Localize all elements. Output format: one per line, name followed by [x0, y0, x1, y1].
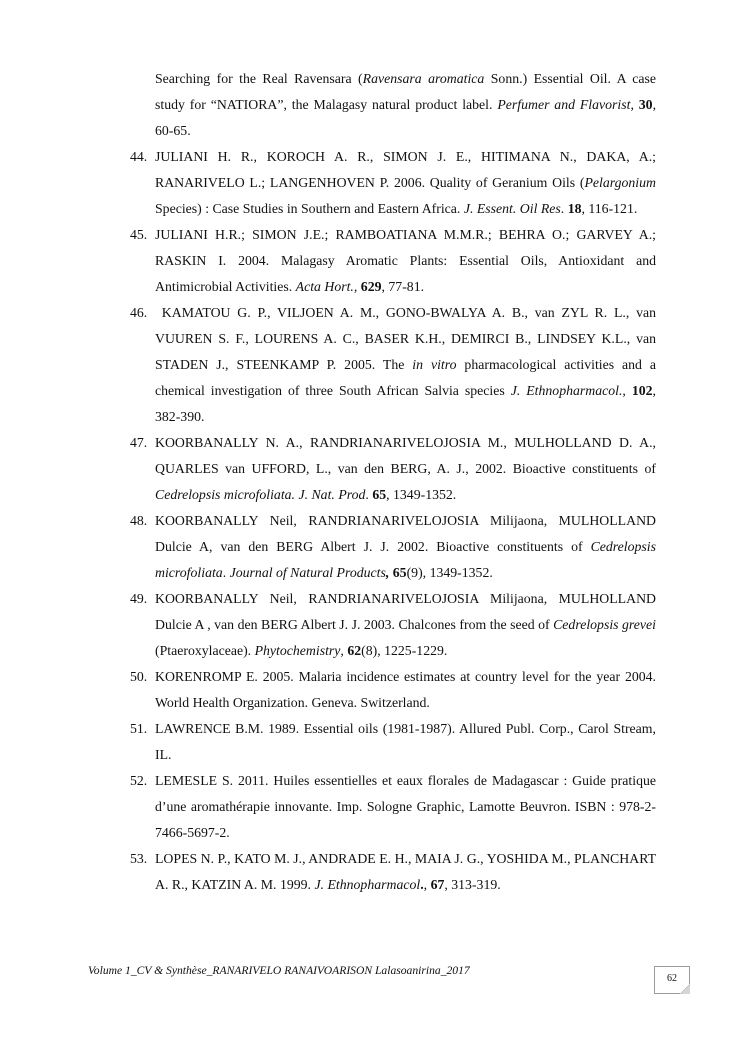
page-footer: Volume 1_CV & Synthèse_RANARIVELO RANAIVOARISON Lalasoanirina_2017: [88, 964, 470, 977]
reference-segment: .: [420, 877, 424, 892]
reference-item: [130, 846, 656, 898]
reference-segment: Phytochemistry: [254, 643, 341, 658]
reference-segment: Cedrelopsis grevei: [553, 617, 656, 632]
reference-number: 47.: [130, 435, 148, 450]
reference-item: [130, 222, 656, 300]
reference-segment: pharmacological activities and a chemical investigation of three South African Salvia species: [155, 357, 657, 398]
reference-segment: Journal of Natural Products: [229, 565, 386, 580]
reference-segment: Cedrelopsis microfoliata: [155, 539, 656, 580]
reference-segment: , 382-390.: [155, 383, 656, 424]
reference-segment: Species) : Case Studies in Southern and Eastern Africa.: [155, 201, 464, 216]
reference-segment: JULIANI H. R., KOROCH A. R., SIMON J. E., HITIMANA N., DAKA, A.; RANARIVELO L.; LANGENHOVEN P. 2006. Quality of Geranium Oils (: [155, 149, 656, 190]
reference-segment: 65: [392, 565, 407, 580]
reference-segment: 102: [631, 383, 653, 398]
reference-text: [155, 66, 656, 144]
reference-item: [130, 664, 656, 716]
reference-item: [130, 144, 656, 222]
reference-segment: Acta Hort.,: [295, 279, 358, 294]
reference-segment: 629: [360, 279, 382, 294]
reference-list: [130, 66, 656, 898]
reference-segment: , 116-121.: [581, 201, 638, 216]
reference-number: 46.: [130, 305, 148, 320]
reference-segment: ,: [423, 877, 431, 892]
reference-number: 45.: [130, 227, 148, 242]
reference-segment: LEMESLE S. 2011. Huiles essentielles et eaux florales de Madagascar : Guide pratique d’une aromathérapie innovante. Imp. Sologne Graphic, Lamotte Beuvron. ISBN : 978-2-7466-5697-2.: [155, 773, 656, 840]
reference-item: [130, 66, 656, 144]
reference-segment: Cedrelopsis microfoliata. J. Nat. Prod: [155, 487, 366, 502]
reference-segment: KAMATOU G. P., VILJOEN A. M., GONO-BWALYA A. B., van ZYL R. L., van VUUREN S. F., LOURENS A. C., BASER K.H., DEMIRCI B., LINDSEY K.L., van STADEN J., STEENKAMP P. 2005. The: [155, 305, 656, 372]
reference-segment: LAWRENCE B.M. 1989. Essential oils (1981-1987). Allured Publ. Corp., Carol Stream, IL.: [155, 721, 656, 762]
reference-text: [155, 768, 656, 846]
reference-segment: Pelargonium: [584, 175, 656, 190]
reference-segment: (9), 1349-1352.: [406, 565, 493, 580]
reference-segment: J. Ethnopharmacol: [314, 877, 421, 892]
reference-segment: ,: [385, 565, 390, 580]
reference-segment: ,: [340, 643, 348, 658]
reference-segment: LOPES N. P., KATO M. J., ANDRADE E. H., MAIA J. G., YOSHIDA M., PLANCHART A. R., KATZIN A. M. 1999.: [155, 851, 656, 892]
reference-segment: Perfumer and Flavorist,: [497, 97, 634, 112]
reference-item: [130, 300, 656, 430]
reference-segment: 18: [567, 201, 582, 216]
reference-segment: 62: [347, 643, 362, 658]
reference-item: [130, 586, 656, 664]
reference-number: 48.: [130, 513, 148, 528]
reference-segment: 67: [430, 877, 445, 892]
reference-segment: , 77-81.: [381, 279, 425, 294]
reference-text: [155, 508, 656, 586]
reference-segment: in vitro: [412, 357, 457, 372]
reference-segment: (Ptaeroxylaceae).: [155, 643, 255, 658]
reference-segment: 30: [638, 97, 653, 112]
page-curl-icon: [680, 984, 690, 994]
reference-segment: KORENROMP E. 2005. Malaria incidence estimates at country level for the year 2004. World Health Organization. Geneva. Switzerland.: [155, 669, 656, 710]
reference-text: [155, 144, 656, 222]
reference-number: 44.: [130, 149, 148, 164]
reference-segment: .: [560, 201, 568, 216]
reference-text: [155, 846, 656, 898]
reference-number: 49.: [130, 591, 148, 606]
reference-segment: Searching for the Real Ravensara (: [155, 71, 363, 86]
reference-text: [155, 716, 656, 768]
reference-segment: KOORBANALLY Neil, RANDRIANARIVELOJOSIA Milijaona, MULHOLLAND Dulcie A, van den BERG Albert J. J. 2002. Bioactive constituents of: [155, 513, 656, 554]
reference-segment: ,: [622, 383, 632, 398]
reference-segment: KOORBANALLY Neil, RANDRIANARIVELOJOSIA Milijaona, MULHOLLAND Dulcie A , van den BERG Albert J. J. 2003. Chalcones from the seed of: [155, 591, 656, 632]
reference-item: [130, 768, 656, 846]
reference-segment: , 313-319.: [444, 877, 501, 892]
reference-segment: J. Essent. Oil Res: [463, 201, 561, 216]
reference-number: 51.: [130, 721, 148, 736]
reference-segment: Sonn.) Essential Oil. A case study for “NATIORA”, the Malagasy natural product label.: [155, 71, 656, 112]
reference-item: [130, 716, 656, 768]
reference-segment: 65: [372, 487, 387, 502]
reference-segment: , 60-65.: [155, 97, 657, 138]
reference-number: 50.: [130, 669, 148, 684]
reference-item: [130, 430, 656, 508]
page-number: 62: [667, 973, 677, 984]
reference-segment: .: [365, 487, 373, 502]
reference-text: [155, 222, 656, 300]
page-number-box: [654, 966, 690, 994]
reference-segment: .: [222, 565, 230, 580]
reference-number: 52.: [130, 773, 148, 788]
reference-segment: Ravensara aromatica: [362, 71, 485, 86]
reference-item: [130, 508, 656, 586]
reference-segment: (8), 1225-1229.: [361, 643, 448, 658]
reference-segment: J. Ethnopharmacol.: [510, 383, 623, 398]
reference-segment: JULIANI H.R.; SIMON J.E.; RAMBOATIANA M.M.R.; BEHRA O.; GARVEY A.; RASKIN I. 2004. Malagasy Aromatic Plants: Essential Oils, Antioxidant and Antimicrobial Activities.: [155, 227, 656, 294]
reference-text: [155, 586, 656, 664]
reference-text: [155, 430, 656, 508]
reference-text: [155, 300, 656, 430]
reference-segment: KOORBANALLY N. A., RANDRIANARIVELOJOSIA M., MULHOLLAND D. A., QUARLES van UFFORD, L., van den BERG, A. J., 2002. Bioactive constituents of: [155, 435, 656, 476]
reference-number: 53.: [130, 851, 148, 866]
reference-segment: , 1349-1352.: [386, 487, 457, 502]
reference-text: [155, 664, 656, 716]
